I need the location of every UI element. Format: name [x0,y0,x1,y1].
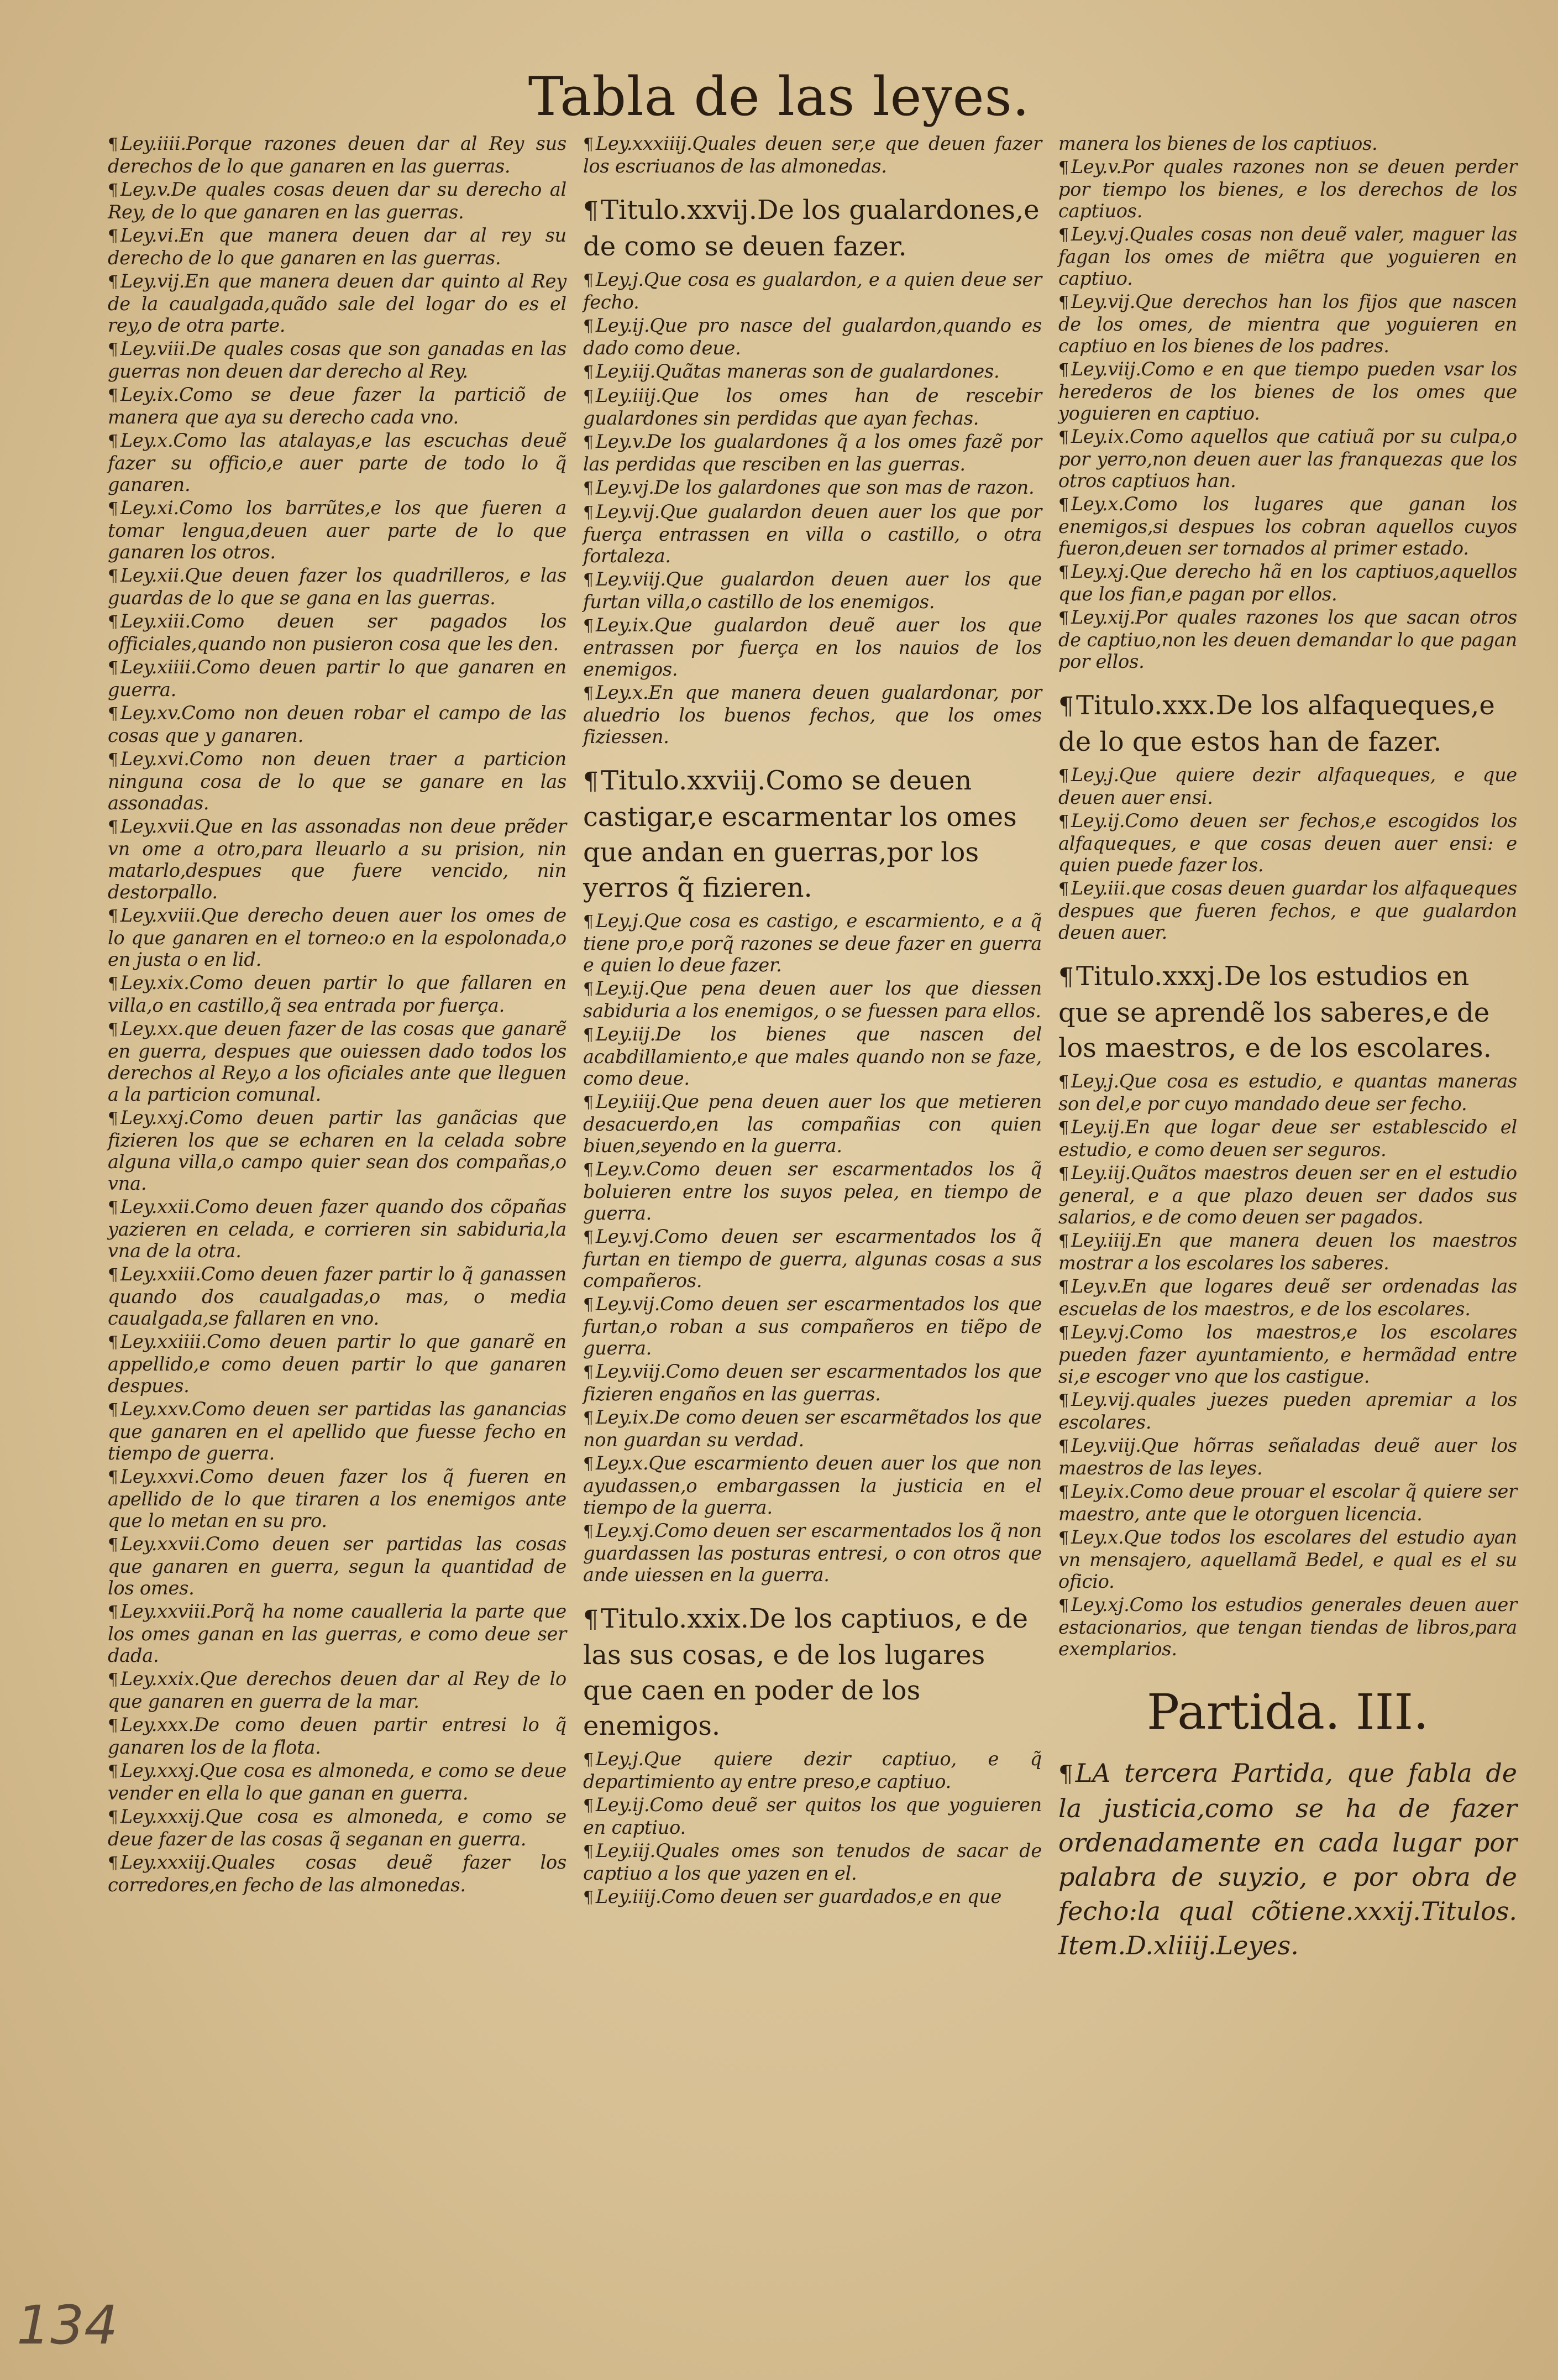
paragraph-mark-icon: ¶ [1058,1073,1069,1092]
law-entry [108,1398,566,1464]
paragraph-mark-icon: ¶ [108,499,118,519]
entry-text: Ley.xvii.Que en las assonadas non deue prẽder vn ome a otro,para lleuarlo a su prision, nin matarlo,despues que fuere vencido, nin destorpallo. [108,815,566,903]
entry-text: Ley.xj.Como deuen ser escarmentados los q̃ non guardassen las posturas entresi, o con otros que ande uiessen en la guerra. [583,1520,1042,1586]
entry-text: Ley.x.Como las atalayas,e las escuchas deuẽ fazer su officio,e auer parte de todo lo q̃ ganaren. [108,430,566,495]
law-entry [583,1520,1042,1586]
entry-text: Ley.iiij.En que manera deuen los maestros mostrar a los escolares los saberes. [1058,1230,1517,1274]
law-entry [583,1840,1042,1884]
entry-text: Ley.iiij.Como deuen ser guardados,e en que [595,1886,1002,1907]
entry-text: Ley.xxx.De como deuen partir entresi lo q̃ ganaren los de la flota. [108,1714,566,1758]
paragraph-mark-icon: ¶ [108,1762,118,1781]
law-entry [108,179,566,223]
entry-text: Ley.ij.En que logar deue ser establescido el estudio, e como deuen ser seguros. [1058,1116,1517,1160]
paragraph-mark-icon: ¶ [583,1842,594,1861]
paragraph-mark-icon: ¶ [583,271,594,290]
entry-text: Ley.ij.Que pro nasce del gualardon,quando es dado como deue. [583,315,1042,359]
paragraph-mark-icon: ¶ [1058,158,1069,177]
entry-text: Ley.ix.Como aquellos que catiuã por su culpa,o por yerro,non deuen auer las franquezas que los otros captiuos han. [1058,426,1517,491]
paragraph-mark-icon: ¶ [108,1716,118,1735]
entry-text: Ley.xxj.Como deuen partir las ganãcias que fizieren los que se echaren en la celada sobre alguna villa,o campo quier sean dos compañas,o vna. [108,1107,566,1194]
paragraph-mark-icon: ¶ [108,658,118,678]
law-entry [108,904,566,970]
paragraph-mark-icon: ¶ [1058,1760,1073,1787]
entry-text: Ley.vij.Como deuen ser escarmentados los que furtan,o roban a sus compañeros en tiẽpo de guerra. [583,1293,1042,1359]
paragraph-mark-icon: ¶ [108,704,118,724]
law-entry [583,1361,1042,1405]
law-entry [108,748,566,814]
law-entry [1058,561,1517,605]
entry-text: Ley.iiij.Que los omes han de rescebir gualardones sin perdidas que ayan fechas. [583,385,1042,429]
entry-text: Ley.vj.De los galardones que son mas de razon. [595,477,1035,498]
law-entry [108,1668,566,1712]
law-entry [108,384,566,428]
law-entry [583,431,1042,475]
entry-text: Ley.xxxj.Que cosa es almoneda, e como se deue vender en ella lo que ganan en guerra. [108,1760,566,1804]
law-entry [1058,1321,1517,1387]
paragraph-mark-icon: ¶ [1058,880,1069,899]
entry-text: Ley.xj.Como los estudios generales deuen auer estacionarios, que tengan tiendas de libros,para exemplarios. [1058,1594,1517,1660]
law-entry [1058,1389,1517,1433]
entry-text: Ley.xiiii.Como deuen partir lo que ganaren en guerra. [108,656,566,700]
law-entry [583,1748,1042,1792]
entry-text: Ley.ij.Como deuẽ ser quitos los que yoguieren en captiuo. [583,1794,1042,1838]
entry-text: Ley.vj.Quales cosas non deuẽ valer, maguer las fagan los omes de miẽtra que yoguieren en captiuo. [1058,223,1517,289]
law-entry [108,1466,566,1531]
entry-text: Ley.vi.En que manera deuen dar al rey su derecho de lo que ganaren en las guerras. [108,224,566,269]
entry-text: Ley.xii.Que deuen fazer los quadrilleros, e las guardas de lo que se gana en las guerras. [108,564,566,609]
entry-text: Titulo.xxix.De los captiuos, e de las sus cosas, e de los lugares que caen en poder de los enemigos. [583,1603,1028,1741]
law-entry [108,564,566,609]
entry-text: Ley.xxiiii.Como deuen partir lo que ganarẽ en appellido,e como deuen partir lo que ganaren despues. [108,1331,566,1396]
entry-text: Ley.j.Que quiere dezir captiuo, e q̃ departimiento ay entre preso,e captiuo. [583,1748,1042,1792]
entry-text: Ley.xj.Que derecho hã en los captiuos,aquellos que los fian,e pagan por ellos. [1058,561,1517,605]
entry-text: Ley.xiii.Como deuen ser pagados los officiales,quando non pusieron cosa que les den. [108,610,566,655]
law-entry [1058,1116,1517,1160]
paragraph-mark-icon: ¶ [583,767,599,796]
paragraph-mark-icon: ¶ [108,750,118,770]
paragraph-mark-icon: ¶ [583,1093,594,1112]
entry-text: Ley.v.De los gualardones q̃ a los omes fazẽ por las perdidas que resciben en las guerras. [583,431,1042,475]
law-entry [583,1023,1042,1089]
entry-text: Ley.ix.Como deue prouar el escolar q̃ quiere ser maestro, ante que le otorguen licencia. [1058,1481,1517,1525]
entry-text: Ley.v.En que logares deuẽ ser ordenadas las escuelas de los maestros, e de los escolares. [1058,1275,1517,1320]
paragraph-mark-icon: ¶ [583,1455,594,1474]
entry-text: Ley.xij.Por quales razones los que sacan otros de captiuo,non les deuen demandar lo que pagan por ellos. [1058,606,1517,672]
entry-text: Ley.j.Que cosa es estudio, e quantas maneras son del,e por cuyo mandado deue ser fecho. [1058,1070,1517,1115]
law-entry [1058,223,1517,289]
paragraph-mark-icon: ¶ [583,197,599,225]
paragraph-mark-icon: ¶ [583,1888,594,1907]
paragraph-mark-icon: ¶ [583,363,594,382]
paragraph-mark-icon: ¶ [583,1160,594,1180]
paragraph-mark-icon: ¶ [108,273,118,292]
paragraph-mark-icon: ¶ [1058,1164,1069,1184]
law-entry [108,972,566,1016]
law-entry [108,1533,566,1599]
entry-text: Ley.viij.Como e en que tiempo pueden vsar los herederos de los bienes de los omes que yoguieren en captiuo. [1058,358,1517,424]
paragraph-mark-icon: ¶ [1058,609,1069,628]
paragraph-mark-icon: ¶ [108,1020,118,1039]
paragraph-mark-icon: ¶ [108,613,118,632]
paragraph-mark-icon: ¶ [1058,1391,1069,1410]
paragraph-mark-icon: ¶ [583,980,594,999]
law-entry [108,1760,566,1804]
paragraph-mark-icon: ¶ [1058,963,1074,991]
law-entry [1058,810,1517,876]
paragraph-mark-icon: ¶ [1058,428,1069,447]
law-entry [108,1600,566,1666]
entry-text: Ley.ij.Como deuen ser fechos,e escogidos los alfaqueques, e que cosas deuen auer ensi: e quien puede fazer los. [1058,810,1517,876]
law-entry [108,1107,566,1194]
entry-text: Ley.xx.que deuen fazer de las cosas que ganarẽ en guerra, despues que ouiessen dado todos los derechos al Rey,o a los oficiales ante que lleguen a la particion comunal. [108,1018,566,1105]
paragraph-mark-icon: ¶ [583,1363,594,1382]
paragraph-mark-icon: ¶ [583,1605,599,1634]
law-entry [108,1196,566,1262]
paragraph-mark-icon: ¶ [1058,1483,1069,1502]
law-entry [1058,1275,1517,1320]
entry-text: Ley.xxxiiij.Quales deuen ser,e que deuen fazer los escriuanos de las almonedas. [583,133,1042,177]
paragraph-mark-icon: ¶ [108,135,118,154]
paragraph-mark-icon: ¶ [108,181,118,200]
column-3 [1058,133,1517,1963]
entry-text: Ley.iiii.Porque razones deuen dar al Rey sus derechos de lo que ganaren en las guerras. [108,133,566,177]
paragraph-mark-icon: ¶ [108,1198,118,1217]
paragraph-mark-icon: ¶ [108,432,118,451]
paragraph-mark-icon: ¶ [583,503,594,522]
law-entry [583,269,1042,313]
law-entry [108,224,566,269]
entry-text: Ley.xxxiij.Quales cosas deuẽ fazer los corredores,en fecho de las almonedas. [108,1851,566,1896]
paragraph-mark-icon: ¶ [1058,1324,1069,1343]
law-entry [583,501,1042,567]
entry-text: Ley.viij.Como deuen ser escarmentados los que fizieren engaños en las guerras. [583,1361,1042,1405]
paragraph-mark-icon: ¶ [583,1026,594,1045]
law-entry [1058,426,1517,491]
law-entry [583,682,1042,747]
paragraph-mark-icon: ¶ [583,1796,594,1816]
entry-text: Ley.viii.De quales cosas que son ganadas en las guerras non deuen dar derecho al Rey. [108,338,566,382]
law-entry [583,1293,1042,1359]
paragraph-mark-icon: ¶ [108,907,118,926]
law-entry [1058,606,1517,672]
entry-text: Ley.iij.Quãtos maestros deuen ser en el estudio general, e a que plazo deuen ser dados sus salarios, e de como deuen ser pagados. [1058,1162,1517,1228]
entry-text: LA tercera Partida, que fabla de la justicia,como se ha de fazer ordenadamente en cada lugar por palabra de suyzio, e por obra de fecho:la qual cõtiene.xxxij.Titulos. Item.D.xliiij.Leyes. [1058,1758,1517,1960]
law-entry [1058,764,1517,808]
paragraph-mark-icon: ¶ [108,1854,118,1873]
paragraph-mark-icon: ¶ [1058,1118,1069,1138]
paragraph-mark-icon: ¶ [108,1808,118,1827]
paragraph-mark-icon: ¶ [108,1670,118,1689]
law-entry [108,610,566,655]
entry-text: Ley.xxvi.Como deuen fazer los q̃ fueren en apellido de lo que tiraren a los enemigos ante que lo metan en su pro. [108,1466,566,1531]
law-entry [583,315,1042,359]
entry-text: Ley.j.Que cosa es castigo, e escarmiento, e a q̃ tiene pro,e porq̃ razones se deue fazer en guerra e quien lo deue fazer. [583,910,1042,976]
law-entry [583,133,1042,177]
law-entry [108,702,566,746]
law-entry [1058,291,1517,357]
section-title [1058,688,1517,760]
paragraph-mark-icon: ¶ [583,1228,594,1247]
paragraph-mark-icon: ¶ [1058,1232,1069,1251]
law-entry [108,656,566,700]
law-entry [1058,1594,1517,1660]
paragraph-mark-icon: ¶ [583,684,594,703]
entry-text: Titulo.xxvij.De los gualardones,e de como se deuen fazer. [583,195,1040,262]
paragraph-mark-icon: ¶ [583,616,594,636]
paragraph-mark-icon: ¶ [108,1333,118,1352]
entry-text: Ley.xvi.Como non deuen traer a particion ninguna cosa de lo que se ganare en las assonadas. [108,748,566,814]
law-entry [1058,1230,1517,1274]
section-title [583,192,1042,264]
entry-text: Ley.xxvii.Como deuen ser partidas las cosas que ganaren en guerra, segun la quantidad de los omes. [108,1533,566,1599]
entry-text: Ley.vj.Como deuen ser escarmentados los q̃ furtan en tiempo de guerra, algunas cosas a sus compañeros. [583,1226,1042,1291]
law-entry [108,430,566,495]
law-entry [1058,1526,1517,1592]
paragraph-mark-icon: ¶ [1058,226,1069,245]
entry-text: Ley.x.Como los lugares que ganan los enemigos,si despues los cobran aquellos cuyos fueron,deuen ser tornados al primer estado. [1058,493,1517,559]
law-entry [1058,1481,1517,1525]
entry-text: Ley.vij.Que gualardon deuen auer los que por fuerça entrassen en villa o castillo, o otra fortaleza. [583,501,1042,567]
law-entry [583,1158,1042,1224]
paragraph-mark-icon: ¶ [583,1750,594,1770]
paragraph-mark-icon: ¶ [583,1522,594,1541]
paragraph-mark-icon: ¶ [108,974,118,993]
law-entry [583,1886,1042,1908]
entry-text: Ley.x.Que escarmiento deuen auer los que non ayudassen,o embargassen la justicia en el tiempo de la guerra. [583,1452,1042,1518]
entry-text: Ley.xix.Como deuen partir lo que fallaren en villa,o en castillo,q̃ sea entrada por fuerça. [108,972,566,1016]
entry-text: Ley.iij.De los bienes que nascen del acabdillamiento,e que males quando non se faze, como deue. [583,1023,1042,1089]
entry-text: Ley.xi.Como los barrũtes,e los que fueren a tomar lengua,deuen auer parte de lo que ganaren los otros. [108,497,566,563]
law-entry [1058,133,1517,154]
law-entry [108,1806,566,1850]
paragraph-mark-icon: ¶ [583,317,594,336]
entry-text: Ley.vj.Como los maestros,e los escolares pueden fazer ayuntamiento, e hermãdad entre si,e escoger vno que los castigue. [1058,1321,1517,1387]
entry-text: Partida. III. [1146,1683,1429,1740]
paragraph-mark-icon: ¶ [1058,812,1069,831]
law-entry [108,1851,566,1896]
law-entry [1058,877,1517,943]
section-title [583,763,1042,906]
entry-text: Ley.iii.que cosas deuen guardar los alfaqueques despues que fueren fechos, e que gualardon deuen auer. [1058,877,1517,943]
entry-text: Ley.vij.Que derechos han los fijos que nascen de los omes, de mientra que yoguieren en captiuo en los bienes de los padres. [1058,291,1517,357]
law-entry [108,1331,566,1396]
law-entry [583,385,1042,429]
entry-text: manera los bienes de los captiuos. [1058,133,1378,154]
paragraph-mark-icon: ¶ [583,912,594,932]
paragraph-mark-icon: ¶ [108,1603,118,1622]
entry-text: Ley.j.Que cosa es gualardon, e a quien deue ser fecho. [583,269,1042,313]
section-title [583,1601,1042,1744]
entry-text: Ley.xxxij.Que cosa es almoneda, e como se deue fazer de las cosas q̃ seganan en guerra. [108,1806,566,1850]
paragraph-mark-icon: ¶ [108,386,118,405]
paragraph-mark-icon: ¶ [583,135,594,154]
paragraph-mark-icon: ¶ [108,567,118,586]
entry-text: Ley.j.Que quiere dezir alfaqueques, e que deuen auer ensi. [1058,764,1517,808]
paragraph-mark-icon: ¶ [108,1535,118,1555]
law-entry [583,1794,1042,1838]
law-entry [1058,358,1517,424]
paragraph-mark-icon: ¶ [108,818,118,837]
paragraph-mark-icon: ¶ [108,1109,118,1128]
paragraph-mark-icon: ¶ [1058,1437,1069,1456]
entry-text: Ley.iiij.Que pena deuen auer los que metieren desacuerdo,en las compañias con quien biuen,seyendo en la guerra. [583,1091,1042,1157]
law-entry [1058,156,1517,222]
law-entry [583,910,1042,976]
law-entry [1058,1435,1517,1479]
handwritten-page-number: 134 [17,2294,118,2356]
entry-text: Ley.viij.Que hõrras señaladas deuẽ auer los maestros de las leyes. [1058,1435,1517,1479]
entry-text: Ley.v.De quales cosas deuen dar su derecho al Rey, de lo que ganaren en las guerras. [108,179,566,223]
paragraph-mark-icon: ¶ [1058,692,1074,720]
page-header: Tabla de las leyes. [528,66,1030,128]
entry-text: Ley.vij.En que manera deuen dar quinto al Rey de la caualgada,quãdo sale del logar do es el rey,o de otra parte. [108,270,566,336]
paragraph-mark-icon: ¶ [583,1409,594,1428]
law-entry [108,133,566,177]
paragraph-mark-icon: ¶ [108,340,118,359]
law-entry [583,1452,1042,1518]
entry-text: Ley.iij.Quãtas maneras son de gualardones. [595,360,1000,382]
entry-text: Ley.viij.Que gualardon deuen auer los que furtan villa,o castillo de los enemigos. [583,568,1042,613]
paragraph-mark-icon: ¶ [1058,1529,1069,1548]
paragraph-mark-icon: ¶ [583,479,594,498]
law-entry [108,497,566,563]
law-entry [583,568,1042,613]
law-entry [108,338,566,382]
paragraph-mark-icon: ¶ [1058,1278,1069,1297]
entry-text: Titulo.xxviij.Como se deuen castigar,e escarmentar los omes que andan en guerras,por los yerros q̃ fizieren. [583,765,1017,903]
partida-heading [1058,1682,1517,1743]
law-entry [583,477,1042,499]
paragraph-mark-icon: ¶ [583,433,594,452]
law-entry [583,1091,1042,1157]
paragraph-mark-icon: ¶ [1058,1596,1069,1615]
entry-text: Ley.v.Por quales razones non se deuen perder por tiempo los bienes, e los derechos de los captiuos. [1058,156,1517,222]
entry-text: Ley.ix.Como se deue fazer la particiõ de manera que aya su derecho cada vno. [108,384,566,428]
entry-text: Titulo.xxxj.De los estudios en que se aprendẽ los saberes,e de los maestros, e de los escolares. [1058,961,1492,1064]
paragraph-mark-icon: ¶ [1058,766,1069,786]
section-title [1058,959,1517,1066]
entry-text: Titulo.xxx.De los alfaqueques,e de lo que estos han de fazer. [1058,690,1495,757]
entry-text: Ley.x.Que todos los escolares del estudio ayan vn mensajero, aquellamã Bedel, e qual es el su oficio. [1058,1526,1517,1592]
law-entry [583,614,1042,680]
partida-intro [1058,1756,1517,1963]
entry-text: Ley.v.Como deuen ser escarmentados los q̃ boluieren entre los suyos pelea, en tiempo de guerra. [583,1158,1042,1224]
entry-text: Ley.xxv.Como deuen ser partidas las ganancias que ganaren en el apellido que fuesse fecho en tiempo de guerra. [108,1398,566,1464]
entry-text: Ley.x.En que manera deuen gualardonar, por aluedrio los buenos fechos, que los omes fiziessen. [583,682,1042,747]
paragraph-mark-icon: ¶ [108,1265,118,1285]
paragraph-mark-icon: ¶ [1058,563,1069,582]
paragraph-mark-icon: ¶ [108,1400,118,1420]
law-entry [108,1263,566,1329]
entry-text: Ley.xxviii.Porq̃ ha nome caualleria la parte que los omes ganan en las guerras, e como deue ser dada. [108,1600,566,1666]
law-entry [583,977,1042,1022]
column-1 [108,133,566,1897]
law-entry [583,1406,1042,1451]
paragraph-mark-icon: ¶ [583,1295,594,1315]
entry-text: Ley.xxii.Como deuen fazer quando dos cõpañas yazieren en celada, e corrieren sin sabiduria,la vna de la otra. [108,1196,566,1262]
law-entry [108,270,566,336]
paragraph-mark-icon: ¶ [583,387,594,406]
law-entry [1058,1070,1517,1115]
entry-text: Ley.xxiii.Como deuen fazer partir lo q̃ ganassen quando dos caualgadas,o mas, o media caualgada,se fallaren en vno. [108,1263,566,1329]
law-entry [583,360,1042,383]
entry-text: Ley.ix.Que gualardon deuẽ auer los que entrassen por fuerça en los nauios de los enemigos. [583,614,1042,680]
law-entry [1058,1162,1517,1228]
entry-text: Ley.xxix.Que derechos deuen dar al Rey de lo que ganaren en guerra de la mar. [108,1668,566,1712]
paragraph-mark-icon: ¶ [583,571,594,590]
law-entry [108,1018,566,1105]
paragraph-mark-icon: ¶ [108,227,118,246]
paragraph-mark-icon: ¶ [1058,495,1069,515]
law-entry [1058,493,1517,559]
entry-text: Ley.iij.Quales omes son tenudos de sacar de captiuo a los que yazen en el. [583,1840,1042,1884]
law-entry [108,815,566,903]
column-2 [583,133,1042,1910]
law-entry [108,1714,566,1758]
entry-text: Ley.xv.Como non deuen robar el campo de las cosas que y ganaren. [108,702,566,746]
paragraph-mark-icon: ¶ [108,1468,118,1487]
entry-text: Ley.ix.De como deuen ser escarmẽtados los que non guardan su verdad. [583,1406,1042,1451]
law-entry [583,1226,1042,1291]
entry-text: Ley.xviii.Que derecho deuen auer los omes de lo que ganaren en el torneo:o en la espolonada,o en justa o en lid. [108,904,566,970]
entry-text: Ley.vij.quales juezes pueden apremiar a los escolares. [1058,1389,1517,1433]
paragraph-mark-icon: ¶ [1058,293,1069,312]
entry-text: Ley.ij.Que pena deuen auer los que diessen sabiduria a los enemigos, o se fuessen para ellos. [583,977,1042,1022]
paragraph-mark-icon: ¶ [1058,360,1069,380]
